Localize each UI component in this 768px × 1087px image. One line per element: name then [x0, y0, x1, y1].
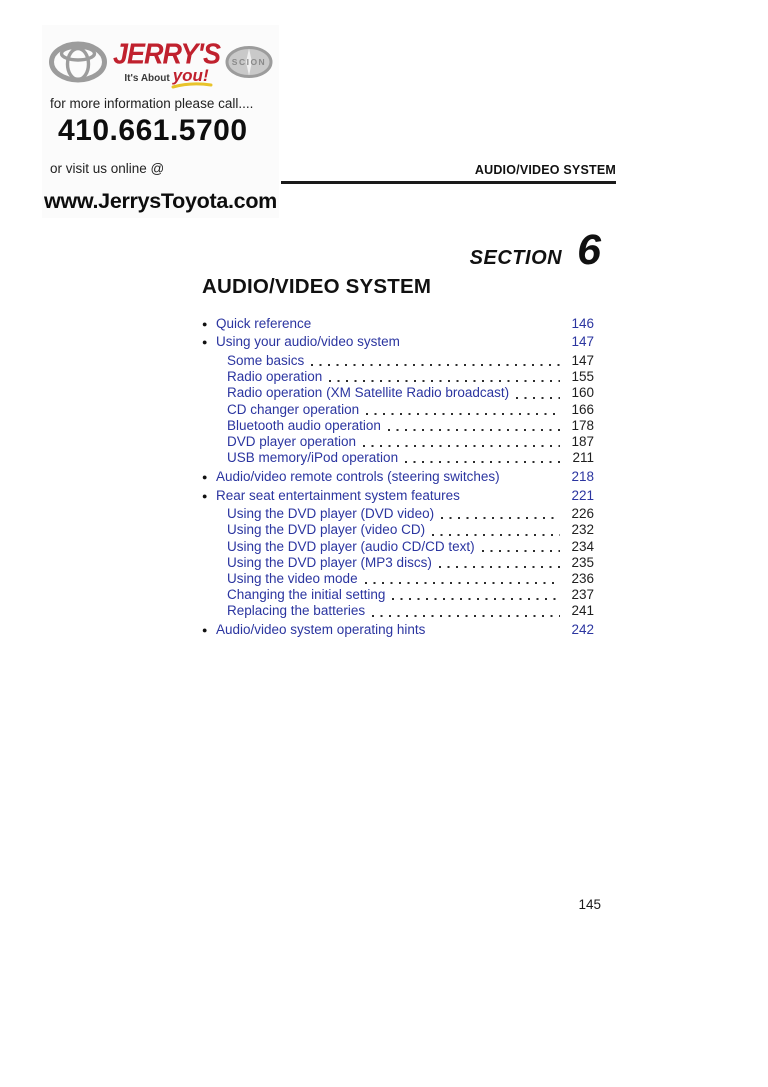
- toc-entry-page[interactable]: 218: [571, 468, 594, 484]
- toc-entry-page[interactable]: 155: [571, 369, 594, 385]
- yellow-swoosh-icon: [171, 81, 213, 90]
- toc-entry-label[interactable]: Using the DVD player (DVD video): [227, 506, 435, 522]
- toc-entry-page[interactable]: 147: [571, 352, 594, 368]
- toc-entry[interactable]: [202, 434, 594, 450]
- dot-leader-icon: [439, 566, 560, 568]
- toc-entry[interactable]: [202, 571, 594, 587]
- svg-text:SCION: SCION: [231, 57, 267, 67]
- online-info-text: or visit us online @: [50, 161, 165, 176]
- dot-leader-icon: [516, 397, 560, 399]
- toc-entry-label[interactable]: Bluetooth audio operation: [227, 417, 381, 433]
- toc-entry-page[interactable]: 221: [571, 487, 594, 503]
- toc-entry[interactable]: [202, 622, 594, 638]
- toc-entry-label[interactable]: CD changer operation: [227, 401, 360, 417]
- tagline-script: you!: [172, 65, 209, 85]
- toc-entry-label[interactable]: Replacing the batteries: [227, 603, 366, 619]
- toc-entry-page[interactable]: 178: [571, 417, 594, 433]
- jerrys-tagline: [124, 67, 208, 84]
- toc-entry-label[interactable]: Quick reference: [216, 315, 312, 331]
- dealer-stamp: [42, 25, 279, 218]
- toc-entry-label[interactable]: Using the video mode: [227, 571, 358, 587]
- jerrys-brand-text: JERRY'S: [113, 37, 220, 70]
- toc-entry[interactable]: [202, 587, 594, 603]
- toc-entry-page[interactable]: 236: [571, 571, 594, 587]
- toc-entry[interactable]: [202, 539, 594, 555]
- bullet-icon: ●: [202, 471, 208, 482]
- toc-entry[interactable]: [202, 418, 594, 434]
- bullet-icon: ●: [202, 337, 208, 348]
- running-header-title: AUDIO/VIDEO SYSTEM: [474, 163, 616, 177]
- toc-entry-label[interactable]: Audio/video system operating hints: [216, 622, 426, 638]
- toc-entry[interactable]: [202, 450, 594, 466]
- toc-entry-page[interactable]: 147: [571, 334, 594, 350]
- toc: [202, 313, 594, 641]
- toc-entry-page[interactable]: 242: [571, 622, 594, 638]
- toc-entry[interactable]: [202, 603, 594, 619]
- bullet-icon: ●: [202, 625, 208, 636]
- toyota-logo-icon: [48, 41, 108, 83]
- toc-entry-label[interactable]: Audio/video remote controls (steering switches): [216, 468, 500, 484]
- toc-entry-page[interactable]: 146: [571, 315, 594, 331]
- dealer-phone-number: 410.661.5700: [58, 114, 248, 147]
- toc-entry-page[interactable]: 226: [571, 506, 594, 522]
- toc-entry-label[interactable]: Some basics: [227, 352, 305, 368]
- toc-entry-page[interactable]: 241: [571, 603, 594, 619]
- dot-leader-icon: [372, 615, 560, 617]
- toc-entry[interactable]: [202, 555, 594, 571]
- dot-leader-icon: [329, 380, 560, 382]
- header-rule: [281, 181, 616, 184]
- toc-entry[interactable]: [202, 522, 594, 538]
- page-title: AUDIO/VIDEO SYSTEM: [202, 275, 432, 298]
- toc-entry-page[interactable]: 187: [571, 433, 594, 449]
- scion-logo-icon: [225, 44, 273, 80]
- dot-leader-icon: [432, 534, 560, 536]
- toc-entry-label[interactable]: DVD player operation: [227, 433, 357, 449]
- toc-entry[interactable]: [202, 334, 594, 350]
- dot-leader-icon: [363, 445, 560, 447]
- page-number: 145: [578, 897, 601, 912]
- toc-entry-label[interactable]: Radio operation: [227, 369, 323, 385]
- toc-entry-page[interactable]: 166: [571, 401, 594, 417]
- dot-leader-icon: [405, 461, 560, 463]
- toc-entry-label[interactable]: Using your audio/video system: [216, 334, 400, 350]
- dot-leader-icon: [482, 550, 560, 552]
- call-info-text: for more information please call....: [50, 96, 254, 111]
- dot-leader-icon: [365, 582, 560, 584]
- dot-leader-icon: [311, 364, 560, 366]
- toc-entry[interactable]: [202, 488, 594, 504]
- dealer-logo-row: [42, 25, 279, 90]
- section-number: 6: [577, 226, 601, 274]
- jerrys-wordmark: [113, 37, 220, 85]
- toc-entry-page[interactable]: 211: [572, 450, 594, 466]
- toc-entry-label[interactable]: Rear seat entertainment system features: [216, 487, 460, 503]
- toc-entry[interactable]: [202, 469, 594, 485]
- bullet-icon: ●: [202, 490, 208, 501]
- toc-entry-label[interactable]: Radio operation (XM Satellite Radio broadcast): [227, 385, 510, 401]
- toc-entry-label[interactable]: Changing the initial setting: [227, 587, 386, 603]
- toc-entry-page[interactable]: 234: [571, 538, 594, 554]
- toc-entry-page[interactable]: 237: [571, 587, 594, 603]
- toc-entry-page[interactable]: 235: [571, 554, 594, 570]
- dot-leader-icon: [366, 413, 560, 415]
- toc-entry[interactable]: [202, 385, 594, 401]
- toc-entry-label[interactable]: Using the DVD player (video CD): [227, 522, 426, 538]
- toc-entry[interactable]: [202, 353, 594, 369]
- dot-leader-icon: [388, 429, 560, 431]
- dot-leader-icon: [441, 517, 560, 519]
- bullet-icon: ●: [202, 318, 208, 329]
- section-label: SECTION: [469, 247, 563, 269]
- dealer-website: www.JerrysToyota.com: [44, 189, 277, 213]
- toc-entry-label[interactable]: Using the DVD player (MP3 discs): [227, 554, 432, 570]
- toc-entry-label[interactable]: Using the DVD player (audio CD/CD text): [227, 538, 475, 554]
- toc-entry[interactable]: [202, 506, 594, 522]
- toc-entry-label[interactable]: USB memory/iPod operation: [227, 450, 399, 466]
- toc-entry-page[interactable]: 160: [571, 385, 594, 401]
- tagline-prefix: It's About: [124, 72, 170, 84]
- toc-entry-page[interactable]: 232: [571, 522, 594, 538]
- toc-entry[interactable]: [202, 316, 594, 332]
- dot-leader-icon: [392, 598, 560, 600]
- section-heading: [470, 226, 601, 275]
- toc-entry[interactable]: [202, 369, 594, 385]
- toc-entry[interactable]: [202, 402, 594, 418]
